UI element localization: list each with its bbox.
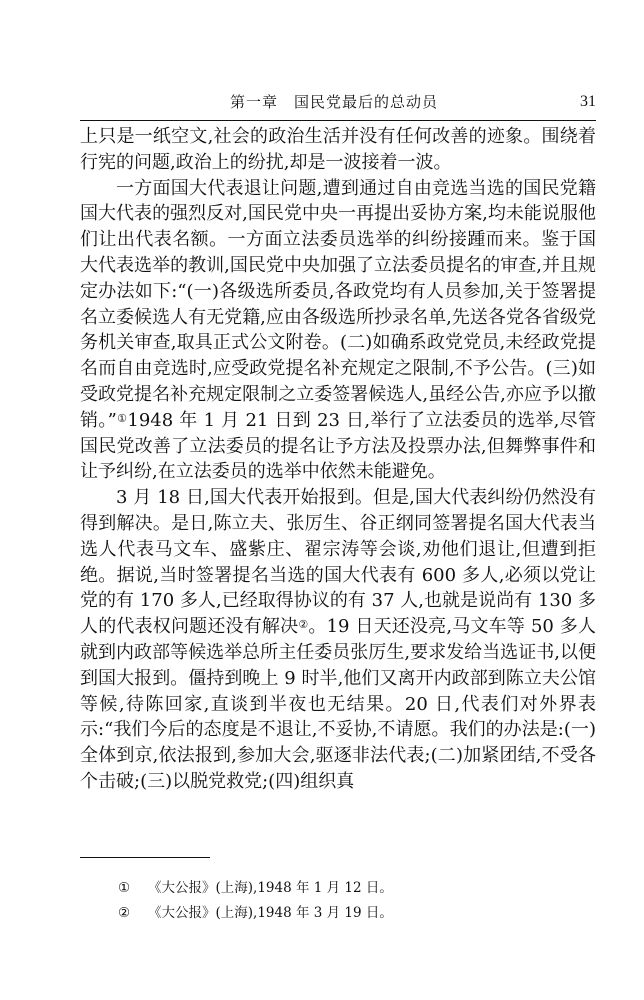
paragraph-3-text-after: 。19 日天还没亮,马文车等 50 多人就到内政部等候选举总所主任委员张厉生,要求发给当选证书,以便到国大报到。僵持到晚上 9 时半,他们又离开内政部到陈立夫公馆等候,待陈回家,直谈到半夜也无结果。20 日,代表们对外界表示:“我们今后的态度是不退让,不妥协,不请愿。我们的办法是:(一)全体到京,依法报到,参加大会,驱逐非法代表;(二)加紧团结,不受各个击破;(三)以脱党救党;(四)组织真 [80,616,596,792]
paragraph-3-text: 3 月 18 日,国大代表开始报到。但是,国大代表纠纷仍然没有得到解决。是日,陈立夫、张厉生、谷正纲同签署提名国大代表当选人代表马文车、盛紫庄、翟宗涛等会谈,劝他们退让,但遭到拒绝。据说,当时签署提名当选的国大代表有 600 多人,必须以党让党的有 170 多人,已经取得协议的有 37 人,也就是说尚有 130 多人的代表权问题还没有解决 [80,487,596,638]
body-text [80,124,596,795]
footnote-rule [80,857,210,858]
page-number: 31 [580,93,596,110]
footnote-2-mark: ② [118,905,131,921]
paragraph-2-text: 一方面国大代表退让问题,遭到通过自由竞选当选的国民党籍国大代表的强烈反对,国民党中央一再提出妥协方案,均未能说服他们让出代表名额。一方面立法委员选举的纠纷接踵而来。鉴于国大代表选举的教训,国民党中央加强了立法委员提名的审查,并且规定办法如下:“(一)各级选所委员,各政党均有人员参加,关于签署提名立委候选人有无党籍,应由各级选所抄录名单,先送各党各省级党务机关审查,取具正式公文附卷。(二)如确系政党党员,未经政党提名而自由竞选时,应受政党提名补充规定之限制,不予公告。(三)如受政党提名补充规定限制之立委签署候选人,虽经公告,亦应予以撤销。” [80,177,596,431]
footnotes [118,876,588,926]
footnote-1 [118,876,588,901]
paragraph-2-text-after: 1948 年 1 月 21 日到 23 日,举行了立法委员的选举,尽管国民党改善了立法委员的提名让予方法及投票办法,但舞弊事件和让予纠纷,在立法委员的选举中依然未能避免。 [80,409,596,483]
footnote-ref-1: ① [116,411,128,425]
footnote-1-text: 《大公报》(上海),1948 年 1 月 12 日。 [148,880,393,896]
footnote-2 [118,901,588,926]
footnote-2-text: 《大公报》(上海),1948 年 3 月 19 日。 [148,905,393,921]
paragraph-3 [80,485,596,795]
footnote-1-mark: ① [118,880,131,896]
header-rule [80,120,596,121]
paragraph-2 [80,176,596,486]
running-header [80,92,596,116]
paragraph-1 [80,124,596,176]
chapter-title: 第一章 国民党最后的总动员 [230,93,439,111]
footnote-ref-2: ② [298,618,309,632]
paragraph-1-text: 上只是一纸空文,社会的政治生活并没有任何改善的迹象。围绕着行宪的问题,政治上的纷扰,却是一波接着一波。 [80,126,596,173]
